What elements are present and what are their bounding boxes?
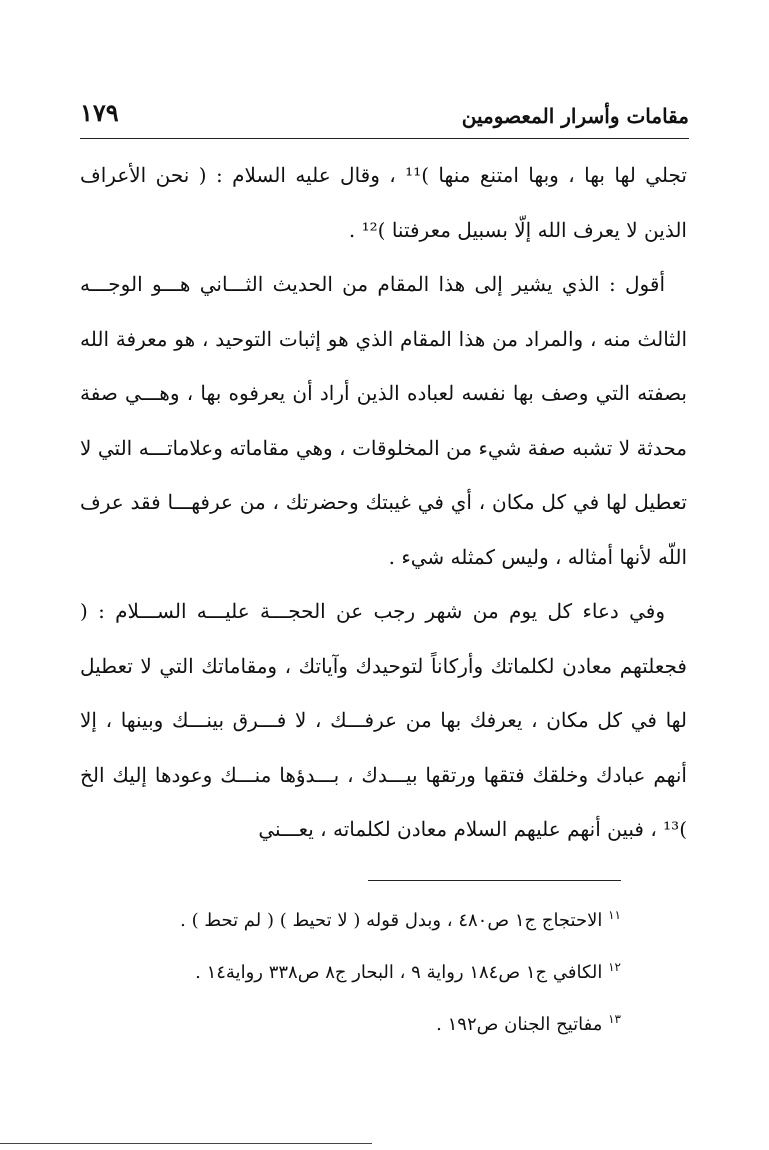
running-title: مقامات وأسرار المعصومين	[461, 104, 689, 128]
footnote-text: مفاتيح الجنان ص١٩٢ .	[436, 1014, 603, 1035]
scan-edge-line	[0, 1143, 372, 1144]
footnote	[80, 944, 621, 996]
paragraph: أقول : الذي يشير إلى هذا المقام من الحديث الثـــاني هـــو الوجـــه الثالث منه ، والمراد من هذا المقام الذي هو إثبات التوحيد ، هو معرفة الله بصفته التي وصف بها نفسه لعباده الذين أراد أن يعرفوه بها ، وهـــي صفة محدثة لا تشبه صفة شيء من المخلوقات ، وهي مقاماته وعلاماتـــه التي لا تعطيل لها في كل مكان ، أي في غيبتك وحضرتك ، من عرفهـــا فقد عرف اللّه لأنها أمثاله ، وليس كمثله شيء .	[80, 272, 687, 569]
footnote-number: ١١	[608, 908, 621, 922]
page-number: ١٧٩	[80, 98, 119, 127]
footnote-text: الاحتجاج ج١ ص٤٨٠ ، وبدل قوله ( لا تحيط ) ( لم تحط ) .	[180, 910, 603, 931]
paragraph: وفي دعاء كل يوم من شهر رجب عن الحجـــة عليـــه الســـلام : ( فجعلتهم معادن لكلماتك وأركاناً لتوحيدك وآياتك ، ومقاماتك التي لا تعطيل لها في كل مكان ، يعرفك بها من عرفـــك ، لا فـــرق بينـــك وبينها ، إلا أنهم عبادك وخلقك فتقها ورتقها بيـــدك ، بـــدؤها منـــك وعودها إليك الخ )¹³ ، فبين أنهم عليهم السلام معادن لكلماته ، يعـــني	[80, 599, 687, 841]
footnote	[80, 996, 621, 1048]
footnote-number: ١٢	[608, 960, 621, 974]
page-header	[80, 92, 689, 139]
footnote-text: الكافي ج١ ص١٨٤ رواية ٩ ، البحار ج٨ ص٣٣٨ رواية١٤ .	[195, 962, 603, 983]
footnote-separator	[368, 880, 621, 881]
footnotes	[80, 892, 621, 1048]
main-text	[80, 148, 687, 857]
footnote	[80, 892, 621, 944]
paragraph: تجلي لها بها ، وبها امتنع منها )¹¹ ، وقال عليه السلام : ( نحن الأعراف الذين لا يعرف الله إلّا بسبيل معرفتنا )¹² .	[80, 163, 687, 242]
footnote-number: ١٣	[608, 1012, 621, 1026]
